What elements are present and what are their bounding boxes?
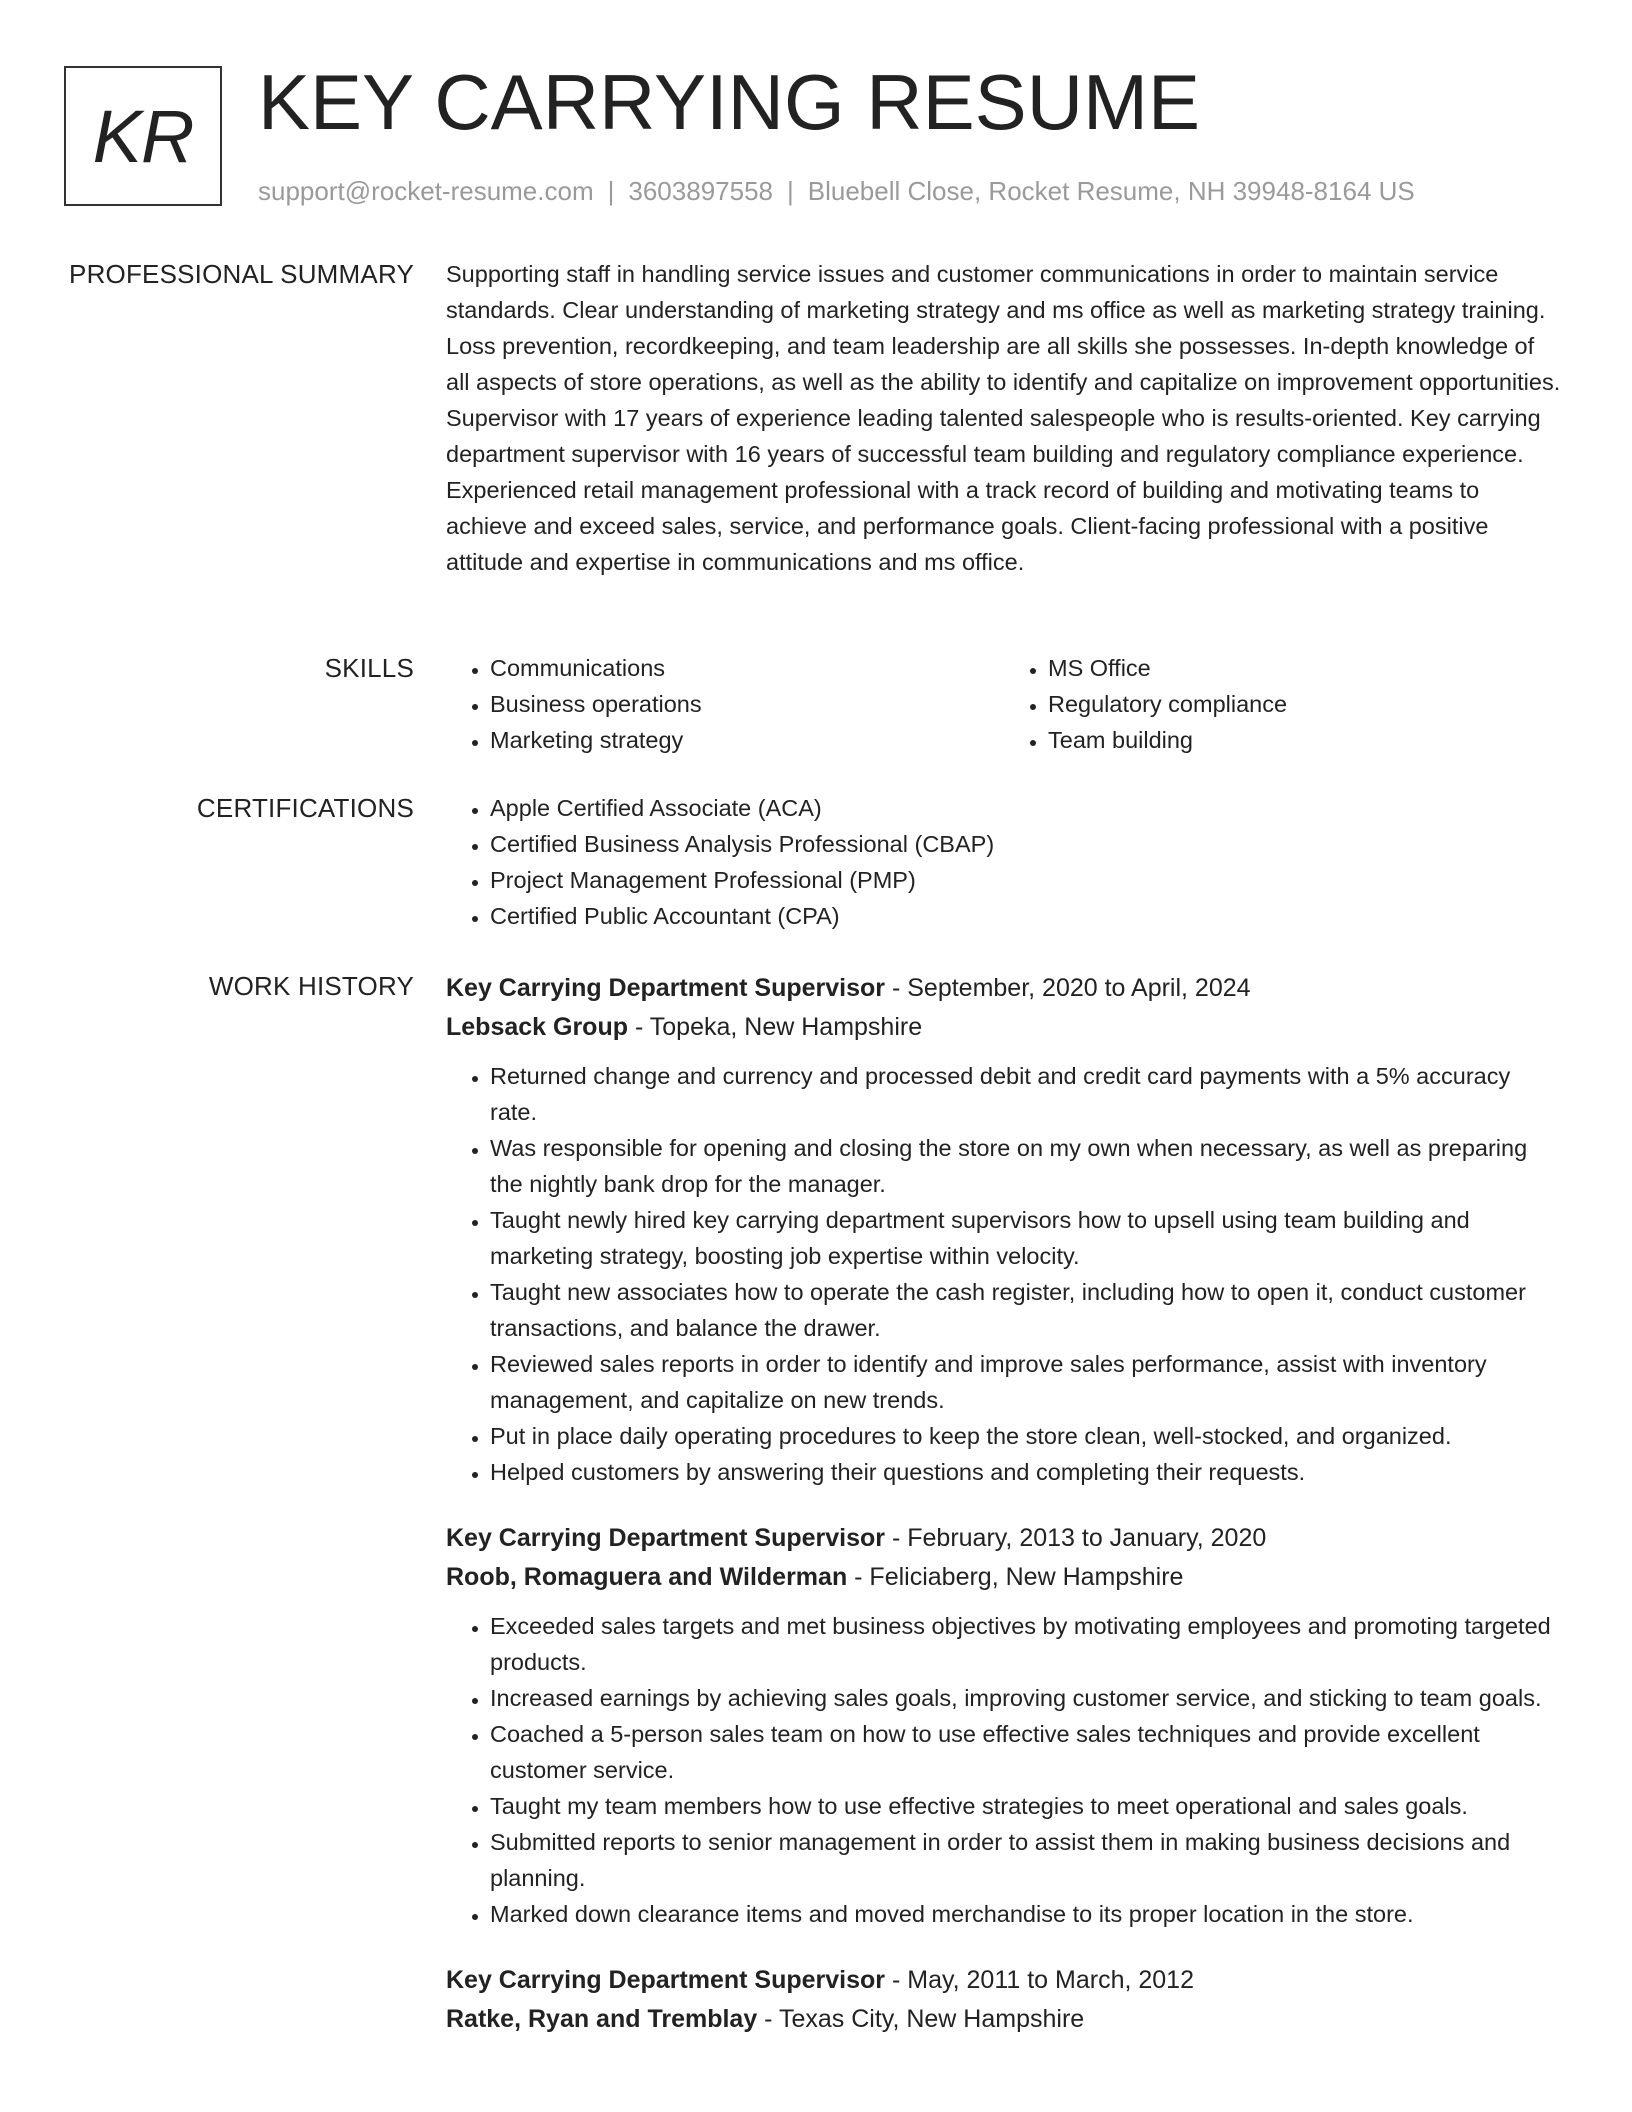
skill-item: • MS Office [1048, 650, 1562, 686]
skills-list-left [446, 650, 1004, 758]
job-bullets [446, 1608, 1562, 1932]
job-bullet: • Taught newly hired key carrying department supervisors how to upsell using team building and marketing strategy, boosting job expertise within velocity. [490, 1202, 1562, 1274]
job-bullets [446, 1058, 1562, 1490]
job-bullet: • Marked down clearance items and moved merchandise to its proper location in the store. [490, 1896, 1562, 1932]
skill-item: • Marketing strategy [490, 722, 1004, 758]
company-location: - Feliciaberg, New Hampshire [847, 1563, 1184, 1591]
skills-list-right [1004, 650, 1562, 758]
company-name: Roob, Romaguera and Wilderman [446, 1563, 848, 1591]
job-title: Key Carrying Department Supervisor [446, 1966, 886, 1994]
resume-name: KEY CARRYING RESUME [258, 58, 1201, 146]
job-bullet: • Returned change and currency and processed debit and credit card payments with a 5% accuracy rate. [490, 1058, 1562, 1130]
summary-text: Supporting staff in handling service issues and customer communications in order to maintain service standards. Clear understanding of marketing strategy and ms office as well as marketing strategy training. Loss prevention, recordkeeping, and team leadership are all skills she possesses. In-depth knowledge of all aspects of store operations, as well as the ability to identify and capitalize on improvement opportunities. Supervisor with 17 years of experience leading talented salespeople who is results-oriented. Key carrying department supervisor with 16 years of successful team building and regulatory compliance experience. Experienced retail management professional with a track record of building and motivating teams to achieve and exceed sales, service, and performance goals. Client-facing professional with a positive attitude and expertise in communications and ms office. [446, 261, 1561, 575]
certifications-list [446, 790, 1562, 934]
job-bullet: • Increased earnings by achieving sales goals, improving customer service, and sticking to team goals. [490, 1680, 1562, 1716]
skill-item: • Team building [1048, 722, 1562, 758]
certification-item: • Apple Certified Associate (ACA) [490, 790, 1562, 826]
company-name: Ratke, Ryan and Tremblay [446, 2005, 758, 2033]
section-label-certifications: CERTIFICATIONS [196, 793, 414, 823]
monogram-logo: KR [64, 66, 222, 206]
job-bullet: • Put in place daily operating procedures to keep the store clean, well-stocked, and organized. [490, 1418, 1562, 1454]
phone-text: 3603897558 [628, 176, 773, 206]
certification-item: • Certified Public Accountant (CPA) [490, 898, 1562, 934]
email-text: support@rocket-resume.com [258, 176, 594, 206]
job-bullet: • Submitted reports to senior management in order to assist them in making business decisions and planning. [490, 1824, 1562, 1896]
job-bullet: • Exceeded sales targets and met business objectives by motivating employees and promoting targeted products. [490, 1608, 1562, 1680]
company-name: Lebsack Group [446, 1013, 628, 1041]
contact-separator: | [607, 176, 615, 206]
contact-separator: | [787, 176, 794, 206]
skill-item: • Communications [490, 650, 1004, 686]
job-entry [446, 1518, 1562, 1932]
job-dates: - May, 2011 to March, 2012 [885, 1966, 1194, 1994]
job-dates: - September, 2020 to April, 2024 [885, 974, 1251, 1002]
certification-item: • Certified Business Analysis Professional (CBAP) [490, 826, 1562, 862]
job-entry [446, 968, 1562, 1490]
contact-line [258, 174, 1415, 208]
job-dates: - February, 2013 to January, 2020 [885, 1524, 1267, 1552]
job-title: Key Carrying Department Supervisor [446, 1524, 886, 1552]
job-bullet: • Reviewed sales reports in order to identify and improve sales performance, assist with inventory management, and capitalize on new trends. [490, 1346, 1562, 1418]
job-bullet: • Taught my team members how to use effective strategies to meet operational and sales goals. [490, 1788, 1562, 1824]
job-bullet: • Coached a 5-person sales team on how to use effective sales techniques and provide excellent customer service. [490, 1716, 1562, 1788]
job-bullet: • Was responsible for opening and closing the store on my own when necessary, as well as preparing the nightly bank drop for the manager. [490, 1130, 1562, 1202]
company-location: - Texas City, New Hampshire [757, 2005, 1085, 2033]
company-location: - Topeka, New Hampshire [628, 1013, 923, 1041]
job-bullet: • Helped customers by answering their questions and completing their requests. [490, 1454, 1562, 1490]
section-label-skills: SKILLS [324, 653, 414, 683]
skill-item: • Business operations [490, 686, 1004, 722]
job-title: Key Carrying Department Supervisor [446, 974, 886, 1002]
job-bullet: • Taught new associates how to operate the cash register, including how to open it, conduct customer transactions, and balance the drawer. [490, 1274, 1562, 1346]
address-text: Bluebell Close, Rocket Resume, NH 39948-8164 US [807, 176, 1415, 206]
section-label-work-history: WORK HISTORY [208, 971, 414, 1001]
certification-item: • Project Management Professional (PMP) [490, 862, 1562, 898]
job-entry [446, 1960, 1562, 2038]
skill-item: • Regulatory compliance [1048, 686, 1562, 722]
section-label-summary: PROFESSIONAL SUMMARY [69, 259, 414, 289]
